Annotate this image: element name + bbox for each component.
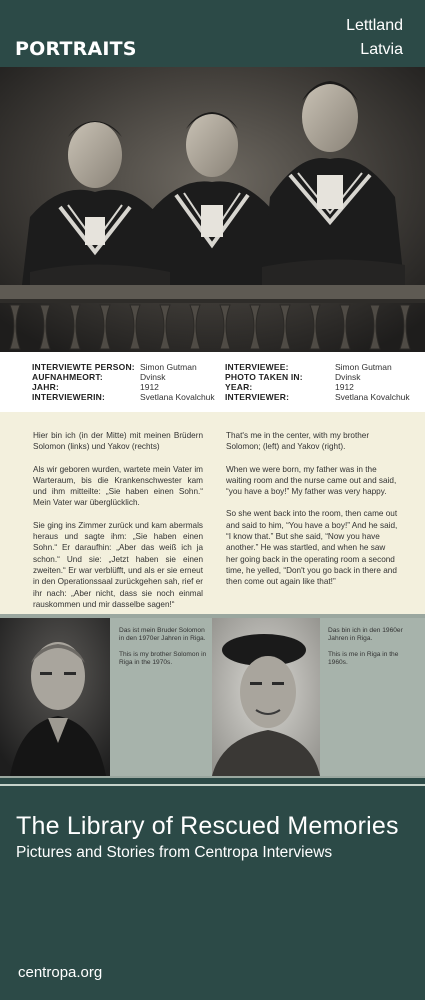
info-value: Dvinsk bbox=[140, 372, 166, 382]
info-value: Svetlana Kovalchuk bbox=[140, 392, 215, 402]
caption-english: This is me in Riga in the 1960s. bbox=[328, 650, 399, 667]
info-value: 1912 bbox=[140, 382, 159, 392]
story-paragraph: So she went back into the room, then came out and said to him, “You have a boy!” And he said, “I know that.” But she said, “Now you have another.” He was startled, and when he saw her going back in the operating room a second time, he yelled, “Don't you go back in there and then come out again like that!” bbox=[226, 509, 398, 587]
solomon-caption bbox=[119, 627, 207, 675]
story-english bbox=[226, 430, 398, 599]
story-paragraph: When we were born, my father was in the waiting room and the nurse came out and said, “you have a boy!” My father was very happy. bbox=[226, 464, 397, 497]
info-label: AUFNAHMEORT: bbox=[32, 372, 103, 382]
solomon-portrait-photo bbox=[0, 618, 110, 776]
simon-portrait-photo bbox=[212, 618, 320, 776]
story-paragraph: Sie ging ins Zimmer zurück und kam abermals heraus und sagte ihm: „Sie haben einen Sohn.“ Er daraufhin: „Aber das weiß ich ja schon.“ Und sie: „Jetzt haben sie einen zweiten.“ Er war verblüfft, und als er sie erneut in den Operationssaal zurückgehen sah, rief er ihr nach: „Aber nicht, dass sie noch einmal rauskommen und mir dasselbe sagen!“ bbox=[33, 520, 203, 609]
info-de-labels bbox=[32, 362, 135, 402]
country-english: Latvia bbox=[360, 41, 403, 58]
info-value: Svetlana Kovalchuk bbox=[335, 392, 410, 402]
interview-info bbox=[0, 352, 425, 408]
simon-caption bbox=[328, 627, 418, 675]
brothers-photo-drawing bbox=[0, 67, 425, 352]
brothers-photo bbox=[0, 67, 425, 352]
website-link[interactable]: centropa.org bbox=[18, 964, 103, 981]
country-german: Lettland bbox=[346, 17, 403, 34]
info-en-labels bbox=[225, 362, 303, 402]
info-en-values bbox=[335, 362, 410, 402]
info-label: PHOTO TAKEN IN: bbox=[225, 372, 303, 382]
caption-english: This is my brother Solomon in Riga in the 1970s. bbox=[119, 650, 207, 667]
info-label: INTERVIEWEE: bbox=[225, 362, 289, 372]
info-label: INTERVIEWER: bbox=[225, 392, 290, 402]
story-paragraph: That's me in the center, with my brother Solomon; (left) and Yakov (right). bbox=[226, 431, 370, 452]
info-de-values bbox=[140, 362, 215, 402]
info-label: JAHR: bbox=[32, 382, 59, 392]
info-value: Simon Gutman bbox=[335, 362, 392, 372]
footer-subtitle: Pictures and Stories from Centropa Interviews bbox=[16, 844, 333, 861]
footer-divider bbox=[0, 784, 425, 786]
caption-german: Das bin ich in den 1960er Jahren in Riga. bbox=[328, 627, 403, 643]
info-label: INTERVIEWTE PERSON: bbox=[32, 362, 135, 372]
footer bbox=[0, 778, 425, 1000]
info-label: YEAR: bbox=[225, 382, 253, 392]
caption-german: Das ist mein Bruder Solomon in den 1970er Jahren in Riga. bbox=[119, 627, 206, 643]
story-paragraph: Hier bin ich (in der Mitte) mit meinen Brüdern Solomon (links) und Yakov (rechts) bbox=[33, 431, 203, 452]
section-title: PORTRAITS bbox=[15, 38, 137, 60]
story-german bbox=[33, 430, 203, 621]
story-paragraph: Als wir geboren wurden, wartete mein Vater im Warteraum, bis die Krankenschwester kam und ihm mitteilte: „Sie haben einen Sohn.“ Mein Vater war überglücklich. bbox=[33, 464, 203, 508]
header-bar bbox=[0, 0, 425, 67]
solomon-portrait-drawing bbox=[0, 618, 110, 776]
story-text-panel bbox=[0, 412, 425, 614]
info-value: Simon Gutman bbox=[140, 362, 197, 372]
info-label: INTERVIEWERIN: bbox=[32, 392, 106, 402]
simon-portrait-drawing bbox=[212, 618, 320, 776]
footer-title: The Library of Rescued Memories bbox=[16, 812, 399, 840]
info-value: Dvinsk bbox=[335, 372, 361, 382]
info-value: 1912 bbox=[335, 382, 354, 392]
